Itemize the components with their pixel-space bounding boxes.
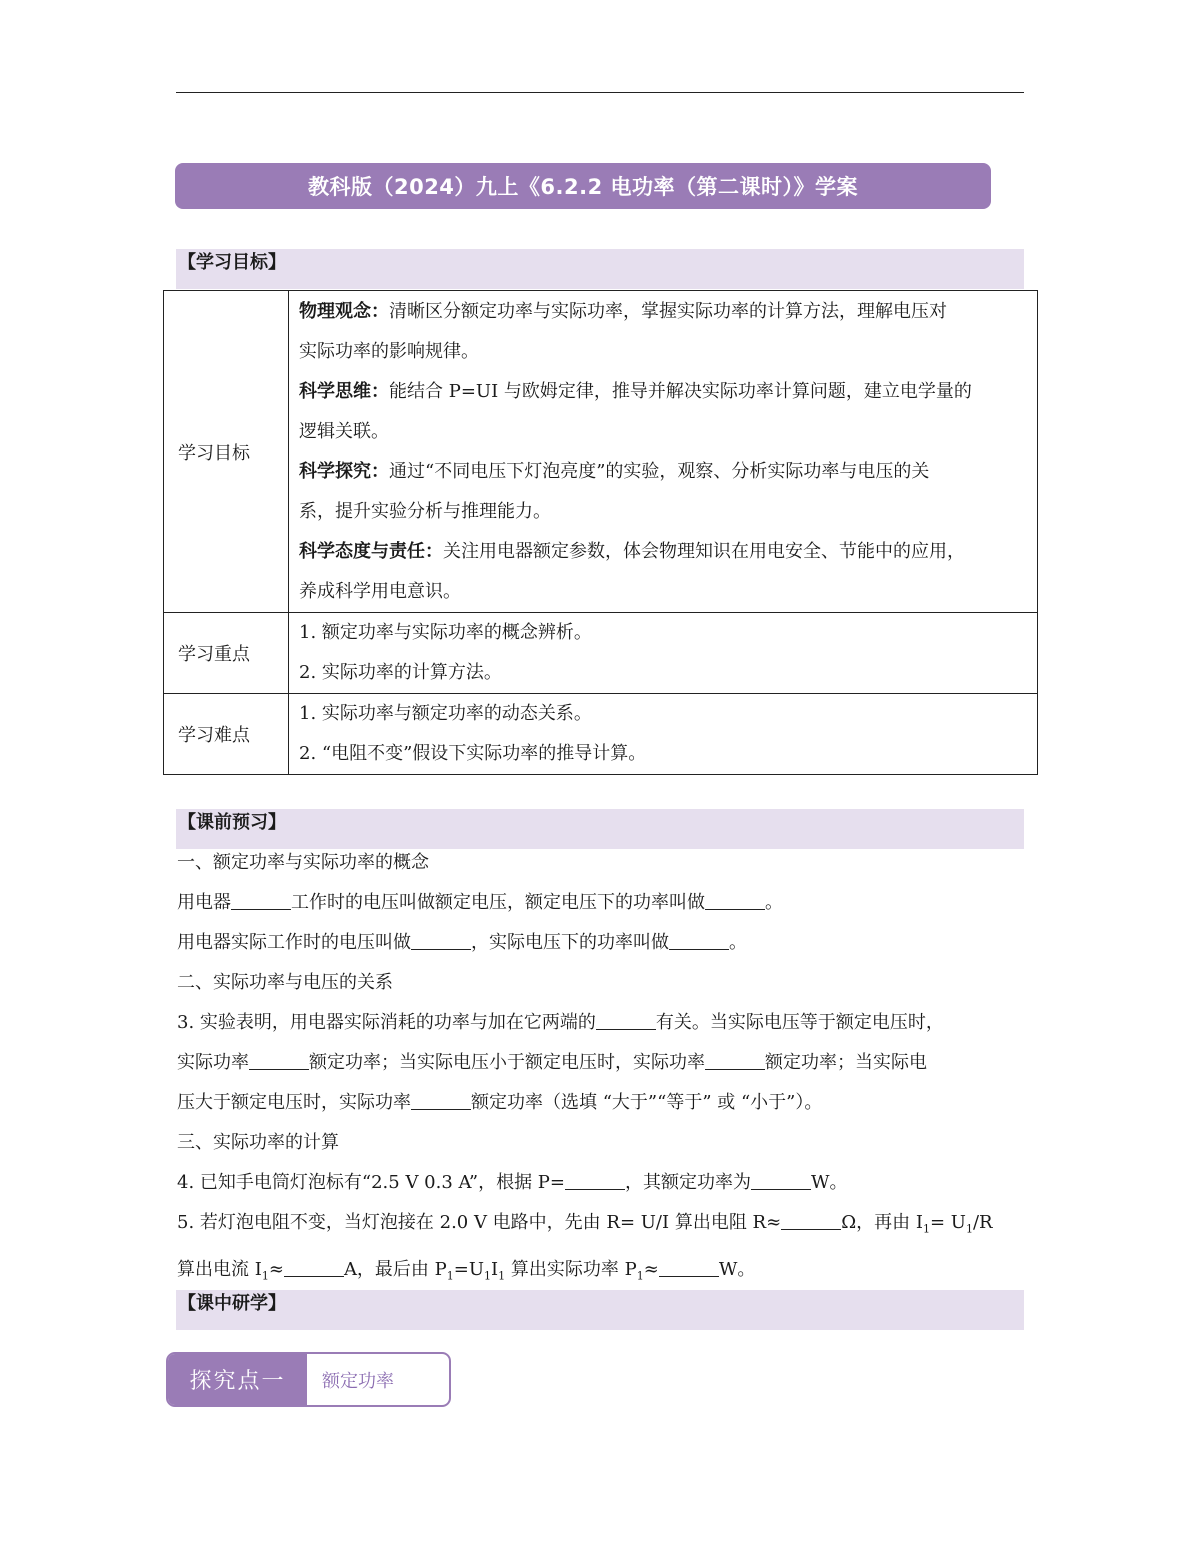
goals-table [163,290,1038,775]
question-5-line-2: 算出电流 $I_1\approx A$，最后由 $P_1=U_1I_1$ 算出实际功率 $P_1\approx W$。 [177,1250,1027,1297]
key-points-content [289,613,1038,694]
goal-item-cont: 养成科学用电意识。 [299,580,461,602]
answer-blank[interactable] [596,1009,656,1030]
preview-heading-2: 二、实际功率与电压的关系 [177,972,393,993]
preview-content [177,843,1027,1296]
explore-point-number: 探究点一 [168,1354,307,1405]
goal-item-cont: 逻辑关联。 [299,420,389,442]
goal-item: 科学思维：能结合 P=UI 与欧姆定律，推导并解决实际功率计算问题，建立电学量的 [299,380,972,402]
preview-line-1: 用电器 工作时的电压叫做额定电压，额定电压下的功率叫做 。 [177,883,1027,923]
question-3-line-2: 实际功率 额定功率；当实际电压小于额定电压时，实际功率 额定功率；当实际电 [177,1043,1027,1083]
question-5-line-1: 5. 若灯泡电阻不变，当灯泡接在 2.0 V 电路中，先由 R= U/I 算出电阻 R≈ Ω，再由 $I_1= U_1/R$ [177,1203,1027,1250]
section-heading-inclass: 【课中研学】 [176,1290,1024,1330]
question-3-line-1: 3. 实验表明，用电器实际消耗的功率与加在它两端的 有关。当实际电压等于额定电压时， [177,1003,1027,1043]
answer-blank[interactable] [705,1049,765,1070]
goal-item: 科学态度与责任：关注用电器额定参数，体会物理知识在用电安全、节能中的应用， [299,540,965,562]
answer-blank[interactable] [249,1049,309,1070]
goal-item: 科学探究：通过“不同电压下灯泡亮度”的实验，观察、分析实际功率与电压的关 [299,460,930,482]
answer-blank[interactable] [669,929,729,950]
section-heading-preview: 【课前预习】 [176,809,1024,849]
preview-heading-1: 一、额定功率与实际功率的概念 [177,852,429,873]
page-title: 教科版（2024）九上《6.2.2 电功率（第二课时）》学案 [175,163,991,209]
answer-blank[interactable] [705,889,765,910]
preview-line-2: 用电器实际工作时的电压叫做 ，实际电压下的功率叫做 。 [177,923,1027,963]
question-4: 4. 已知手电筒灯泡标有“2.5 V 0.3 A”，根据 P= ，其额定功率为 W。 [177,1163,1027,1203]
answer-blank[interactable] [659,1256,719,1277]
question-3-line-3: 压大于额定电压时，实际功率 额定功率（选填 “大于”“等于” 或 “小于”）。 [177,1083,1027,1123]
difficulty: 1. 实际功率与额定功率的动态关系。 [299,703,592,724]
row-label-goals: 学习目标 [164,291,289,613]
header-rule [176,92,1024,93]
answer-blank[interactable] [411,1089,471,1110]
row-label-key-points: 学习重点 [164,613,289,694]
key-point: 1. 额定功率与实际功率的概念辨析。 [299,622,592,643]
goals-content [289,291,1038,613]
explore-point-topic: 额定功率 [322,1370,394,1392]
answer-blank[interactable] [231,889,291,910]
difficulties-content [289,694,1038,775]
answer-blank[interactable] [565,1169,625,1190]
row-label-difficulties: 学习难点 [164,694,289,775]
answer-blank[interactable] [751,1169,811,1190]
goal-item: 物理观念：清晰区分额定功率与实际功率，掌握实际功率的计算方法，理解电压对 [299,300,947,322]
goal-item-cont: 系，提升实验分析与推理能力。 [299,500,551,522]
goal-item-cont: 实际功率的影响规律。 [299,340,479,362]
key-point: 2. 实际功率的计算方法。 [299,662,502,683]
explore-point-tag [166,1352,451,1407]
difficulty: 2. “电阻不变”假设下实际功率的推导计算。 [299,743,647,764]
answer-blank[interactable] [411,929,471,950]
section-heading-goals: 【学习目标】 [176,249,1024,289]
preview-heading-3: 三、实际功率的计算 [177,1132,339,1153]
answer-blank[interactable] [284,1256,344,1277]
answer-blank[interactable] [781,1209,841,1230]
